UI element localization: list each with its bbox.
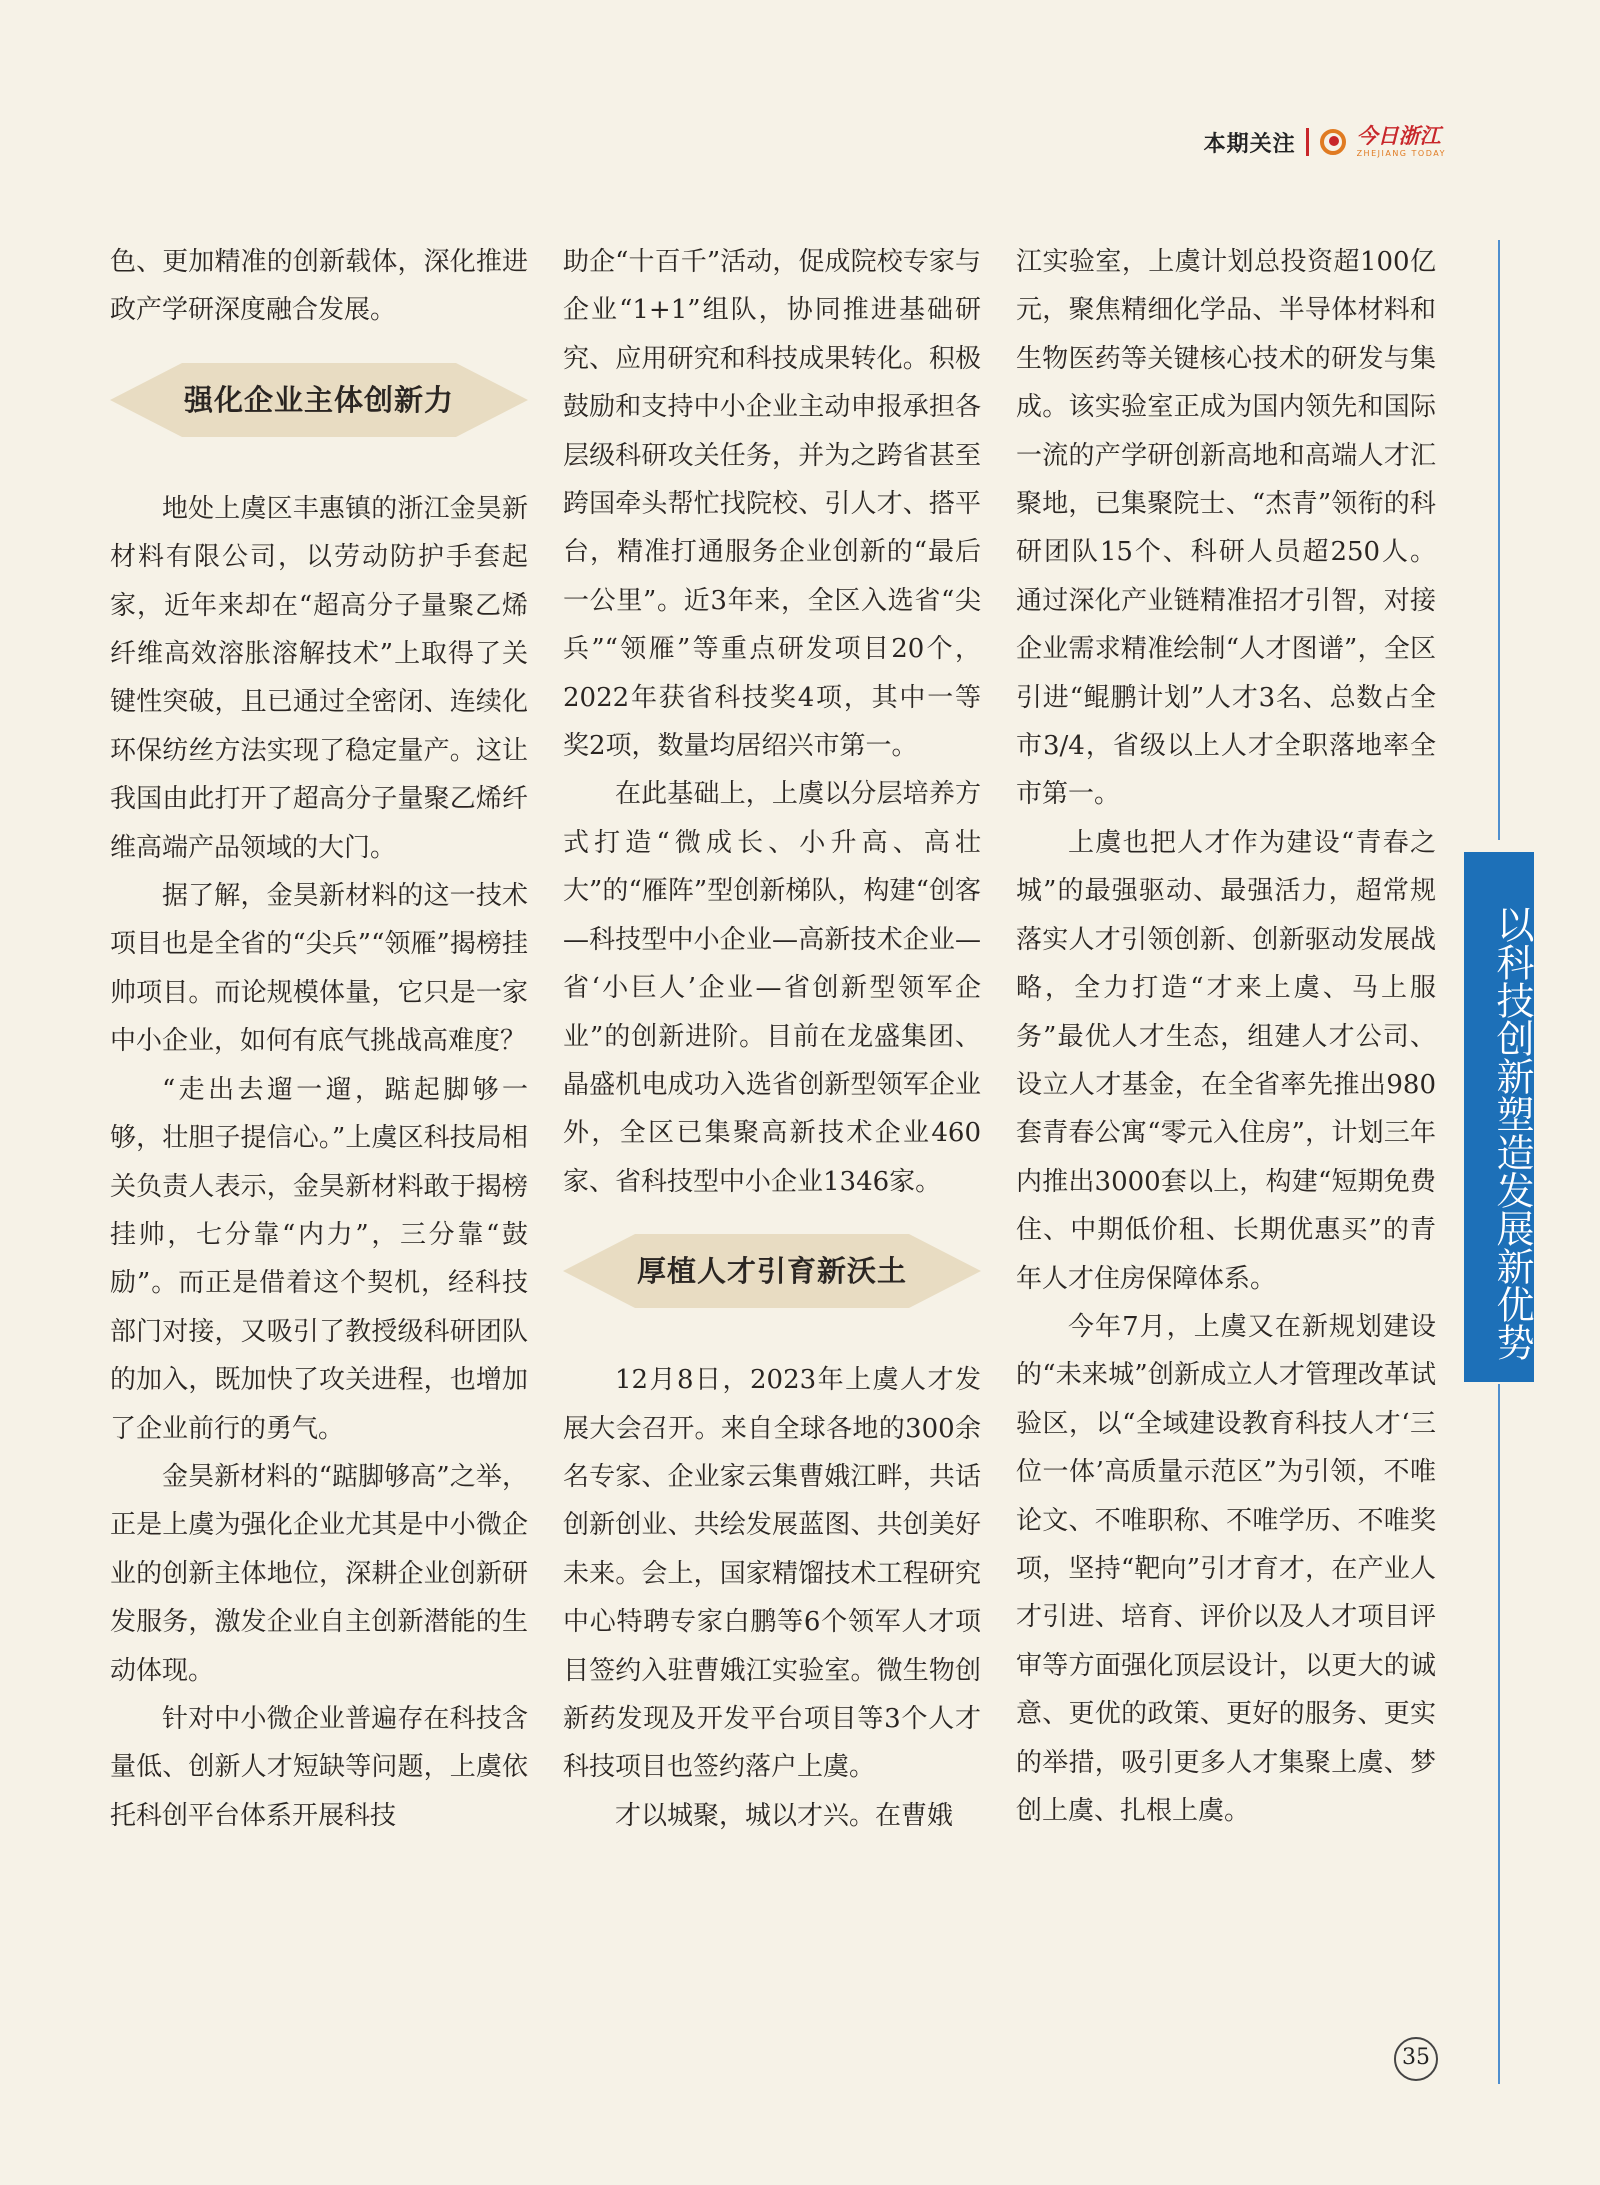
column-1 — [110, 238, 528, 1840]
paragraph: 12月8日，2023年上虞人才发展大会召开。来自全球各地的300余名专家、企业家云集曹娥江畔，共话创新创业、共绘发展蓝图、共创美好未来。会上，国家精馏技术工程研究中心特聘专家白鹏等6个领军人才项目签约入驻曹娥江实验室。微生物创新药发现及开发平台项目等3个人才科技项目也签约落户上虞。 — [563, 1365, 981, 1783]
section-title: 强化企业主体创新力 — [183, 382, 454, 417]
page-header — [1204, 122, 1446, 162]
paragraph: 色、更加精准的创新载体，深化推进政产学研深度融合发展。 — [110, 247, 528, 326]
section-heading-2 — [563, 1228, 981, 1314]
paragraph: 江实验室，上虞计划总投资超100亿元，聚焦精细化学品、半导体材料和生物医药等关键核心技术的研发与集成。该实验室正成为国内领先和国际一流的产学研创新高地和高端人才汇聚地，已集聚院士、“杰青”领衔的科研团队15个、科研人员超250人。通过深化产业链精准招才引智，对接企业需求精准绘制“人才图谱”，全区引进“鲲鹏计划”人才3名、总数占全市3/4，省级以上人才全职落地率全市第一。 — [1016, 247, 1436, 810]
paragraph: 金昊新材料的“踮脚够高”之举，正是上虞为强化企业尤其是中小微企业的创新主体地位，深耕企业创新研发服务，激发企业自主创新潜能的生动体现。 — [110, 1461, 528, 1686]
magazine-logo — [1357, 126, 1446, 158]
paragraph: “走出去遛一遛，踮起脚够一够，壮胆子提信心。”上虞区科技局相关负责人表示，金昊新材料敢于揭榜挂帅，七分靠“内力”，三分靠“鼓励”。而正是借着这个契机，经科技部门对接，又吸引了教授级科研团队的加入，既加快了攻关进程，也增加了企业前行的勇气。 — [110, 1074, 528, 1444]
paragraph: 据了解，金昊新材料的这一技术项目也是全省的“尖兵”“领雁”揭榜挂帅项目。而论规模体量，它只是一家中小企业，如何有底气挑战高难度？ — [110, 881, 528, 1057]
paragraph: 在此基础上，上虞以分层培养方式打造“微成长、小升高、高壮大”的“雁阵”型创新梯队，构建“创客—科技型中小企业—高新技术企业—省‘小巨人’企业—省创新型领军企业”的创新进阶。目前在龙盛集团、晶盛机电成功入选省创新型领军企业外，全区已集聚高新技术企业460家、省科技型中小企业1346家。 — [563, 779, 981, 1197]
header-divider — [1306, 128, 1309, 156]
paragraph: 地处上虞区丰惠镇的浙江金昊新材料有限公司，以劳动防护手套起家，近年来却在“超高分子量聚乙烯纤维高效溶胀溶解技术”上取得了关键性突破，且已通过全密闭、连续化环保纺丝方法实现了稳定量产。这让我国由此打开了超高分子量聚乙烯纤维高端产品领域的大门。 — [110, 493, 528, 863]
page-number: 35 — [1394, 2037, 1438, 2081]
logo-chinese: 今日浙江 — [1356, 124, 1441, 148]
side-title-tab: 以科技创新塑造发展新优势 — [1464, 852, 1534, 1382]
side-rule-top — [1498, 240, 1500, 840]
section-title: 厚植人才引育新沃土 — [636, 1254, 907, 1289]
paragraph: 上虞也把人才作为建设“青春之城”的最强驱动、最强活力，超常规落实人才引领创新、创新驱动发展战略，全力打造“才来上虞、马上服务”最优人才生态，组建人才公司、设立人才基金，在全省率先推出980套青春公寓“零元入住房”，计划三年内推出3000套以上，构建“短期免费住、中期低价租、长期优惠买”的青年人才住房保障体系。 — [1016, 827, 1436, 1294]
paragraph: 助企“十百千”活动，促成院校专家与企业“1+1”组队，协同推进基础研究、应用研究和科技成果转化。积极鼓励和支持中小企业主动申报承担各层级科研攻关任务，并为之跨省甚至跨国牵头帮忙找院校、引人才、搭平台，精准打通服务企业创新的“最后一公里”。近3年来，全区入选省“尖兵”“领雁”等重点研发项目20个，2022年获省科技奖4项，其中一等奖2项，数量均居绍兴市第一。 — [563, 247, 981, 762]
paragraph: 才以城聚，城以才兴。在曹娥 — [615, 1800, 954, 1831]
section-label: 本期关注 — [1203, 131, 1296, 157]
logo-english: ZHEJIANG TODAY — [1356, 149, 1446, 158]
paragraph: 针对中小微企业普遍存在科技含量低、创新人才短缺等问题，上虞依托科创平台体系开展科技 — [110, 1703, 528, 1831]
column-3 — [1016, 238, 1436, 1835]
magazine-logo-icon — [1319, 128, 1347, 156]
paragraph: 今年7月，上虞又在新规划建设的“未来城”创新成立人才管理改革试验区，以“全域建设教育科技人才‘三位一体’高质量示范区”为引领，不唯论文、不唯职称、不唯学历、不唯奖项，坚持“靶向”引才育才，在产业人才引进、培育、评价以及人才项目评审等方面强化顶层设计，以更大的诚意、更优的政策、更好的服务、更实的举措，吸引更多人才集聚上虞、梦创上虞、扎根上虞。 — [1016, 1311, 1436, 1826]
side-rule-bottom — [1498, 1384, 1500, 2084]
section-heading-1 — [110, 357, 528, 443]
column-2 — [563, 238, 981, 1840]
